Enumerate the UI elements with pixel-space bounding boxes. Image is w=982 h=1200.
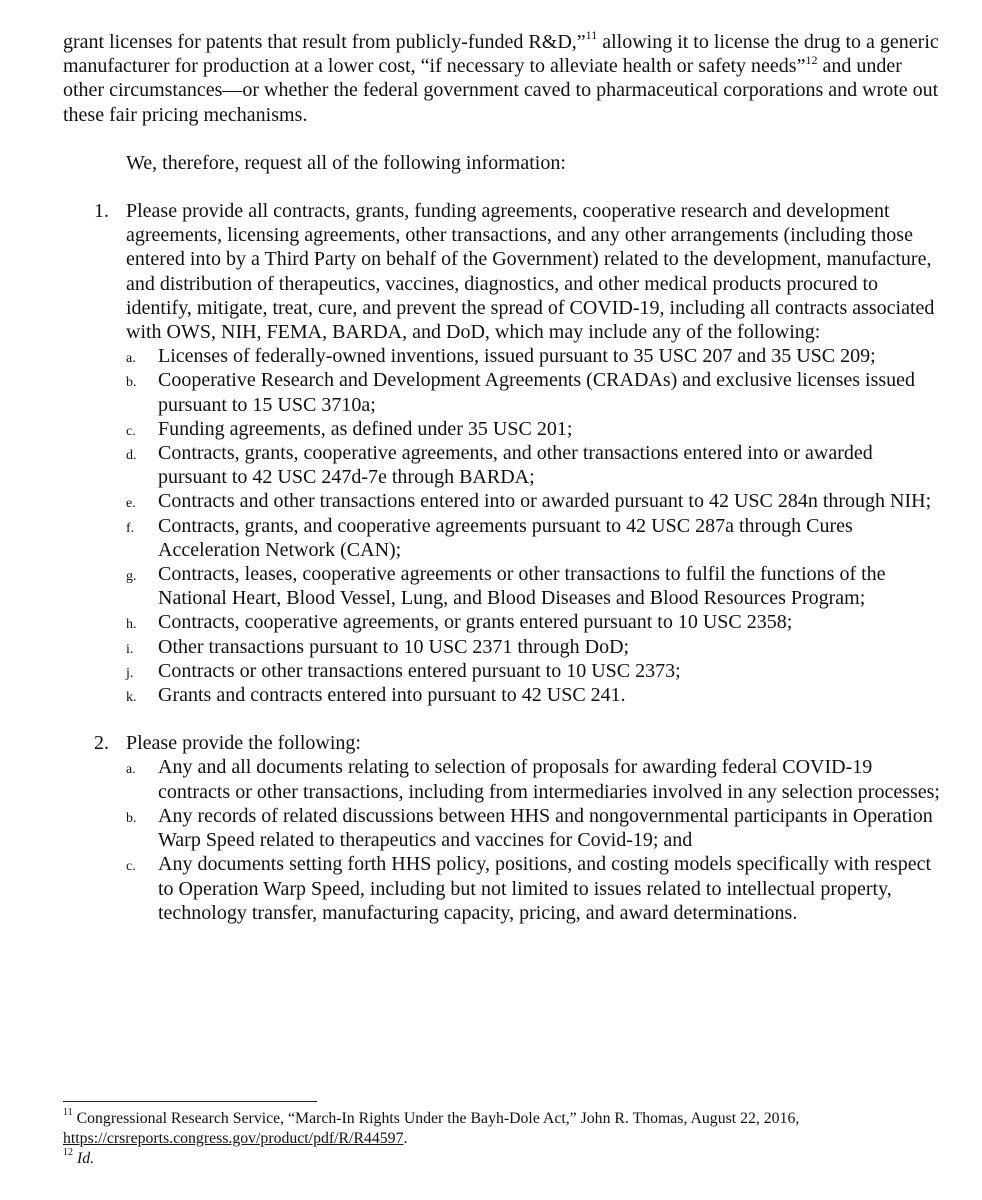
list-item	[126, 514, 943, 562]
item-text: Please provide all contracts, grants, funding agreements, cooperative research and development agreements, licensing agreements, other transactions, and any other arrangements (including those entered into by a Third Party on behalf of the Government) related to the development, manufacture, and distribution of therapeutics, vaccines, diagnostics, and other medical products procured to identify, mitigate, treat, cure, and prevent the spread of COVID-19, including all contracts associated with OWS, NIH, FEMA, BARDA, and DoD, which may include any of the following:	[126, 200, 935, 344]
list-letter: h.	[126, 617, 137, 633]
list-text: Cooperative Research and Development Agreements (CRADAs) and exclusive licenses issued pursuant to 15 USC 3710a;	[158, 369, 916, 416]
document-page	[63, 30, 943, 925]
item-number: 2.	[94, 732, 109, 755]
footnote-ref-11[interactable]: 11	[585, 28, 598, 43]
footnote-ref-12[interactable]: 12	[805, 52, 818, 67]
footnote-divider	[63, 1101, 317, 1102]
item-number: 1.	[94, 200, 109, 223]
intro-text-3: and under other circumstances—or whether the federal government caved to pharmaceutical corporations and wrote out these fair pricing mechanisms.	[63, 55, 939, 126]
list-letter: e.	[126, 496, 136, 512]
footnote-period: .	[403, 1130, 408, 1147]
list-letter: g.	[126, 569, 137, 585]
list-letter: d.	[126, 448, 137, 464]
list-item	[126, 852, 943, 925]
list-letter: c.	[126, 859, 136, 875]
intro-text-1: grant licenses for patents that result from publicly-funded R&D,”	[63, 31, 586, 53]
list-letter: b.	[126, 375, 137, 391]
list-item	[126, 659, 943, 683]
list-item	[126, 635, 943, 659]
request-item-1	[63, 199, 943, 707]
list-text: Contracts, grants, cooperative agreements, and other transactions entered into or awarded pursuant to 42 USC 247d-7e through BARDA;	[158, 442, 873, 489]
list-item	[126, 683, 943, 707]
list-item	[126, 489, 943, 513]
list-letter: b.	[126, 810, 137, 826]
list-item	[126, 417, 943, 441]
sub-list	[126, 755, 943, 924]
footnote-text: Congressional Research Service, “March-In Rights Under the Bayh-Dole Act,” John R. Thomas, August 22, 2016,	[72, 1110, 800, 1127]
request-item-2	[63, 731, 943, 925]
list-text: Contracts or other transactions entered pursuant to 10 USC 2373;	[158, 659, 681, 682]
list-text: Any and all documents relating to selection of proposals for awarding federal COVID-19 contracts or other transactions, including from intermediaries involved in any selection processes;	[158, 756, 940, 803]
footnotes	[63, 1101, 943, 1169]
list-letter: a.	[126, 762, 136, 778]
list-item	[126, 755, 943, 803]
list-letter: j.	[126, 665, 134, 681]
footnote-text: Id.	[76, 1150, 95, 1167]
footnote-12	[63, 1146, 943, 1169]
list-letter: i.	[126, 641, 134, 657]
footnote-link[interactable]: https://crsreports.congress.gov/product/pdf/R/R44597	[63, 1130, 404, 1147]
list-item	[126, 368, 943, 416]
footnote-11	[63, 1106, 943, 1149]
list-text: Any records of related discussions between HHS and nongovernmental participants in Operation Warp Speed related to therapeutics and vaccines for Covid-19; and	[158, 804, 933, 852]
list-text: Any documents setting forth HHS policy, positions, and costing models specifically with respect to Operation Warp Speed, including but not limited to issues related to intellectual property, technology transfer, manufacturing capacity, pricing, and award determinations.	[158, 853, 932, 924]
list-text: Funding agreements, as defined under 35 USC 201;	[158, 417, 573, 440]
list-letter: a.	[126, 351, 136, 367]
item-text: Please provide the following:	[126, 732, 361, 755]
list-text: Other transactions pursuant to 10 USC 2371 through DoD;	[158, 635, 630, 658]
list-text: Contracts, grants, and cooperative agreements pursuant to 42 USC 287a through Cures Acceleration Network (CAN);	[158, 514, 853, 561]
list-item	[126, 344, 943, 368]
list-item	[126, 562, 943, 610]
footnote-mark: 12	[63, 1146, 73, 1158]
list-item	[126, 610, 943, 634]
intro-paragraph	[63, 30, 943, 127]
footnote-mark: 11	[63, 1106, 73, 1118]
list-letter: c.	[126, 423, 136, 439]
intro-text-2: allowing it to license the drug to a generic manufacturer for production at a lower cost, “if necessary to alleviate health or safety needs”	[63, 31, 939, 78]
list-text: Contracts and other transactions entered into or awarded pursuant to 42 USC 284n through NIH;	[158, 490, 932, 513]
sub-list	[126, 344, 943, 707]
list-text: Licenses of federally-owned inventions, issued pursuant to 35 USC 207 and 35 USC 209;	[158, 345, 876, 368]
list-text: Grants and contracts entered into pursuant to 42 USC 241.	[158, 684, 626, 707]
list-letter: k.	[126, 690, 137, 706]
list-text: Contracts, cooperative agreements, or grants entered pursuant to 10 USC 2358;	[158, 611, 793, 634]
list-item	[126, 804, 943, 852]
request-line: We, therefore, request all of the following information:	[126, 151, 566, 174]
list-letter: f.	[126, 520, 135, 536]
list-text: Contracts, leases, cooperative agreements or other transactions to fulfil the functions of the National Heart, Blood Vessel, Lung, and Blood Diseases and Blood Resources Program;	[158, 563, 886, 610]
list-item	[126, 441, 943, 489]
